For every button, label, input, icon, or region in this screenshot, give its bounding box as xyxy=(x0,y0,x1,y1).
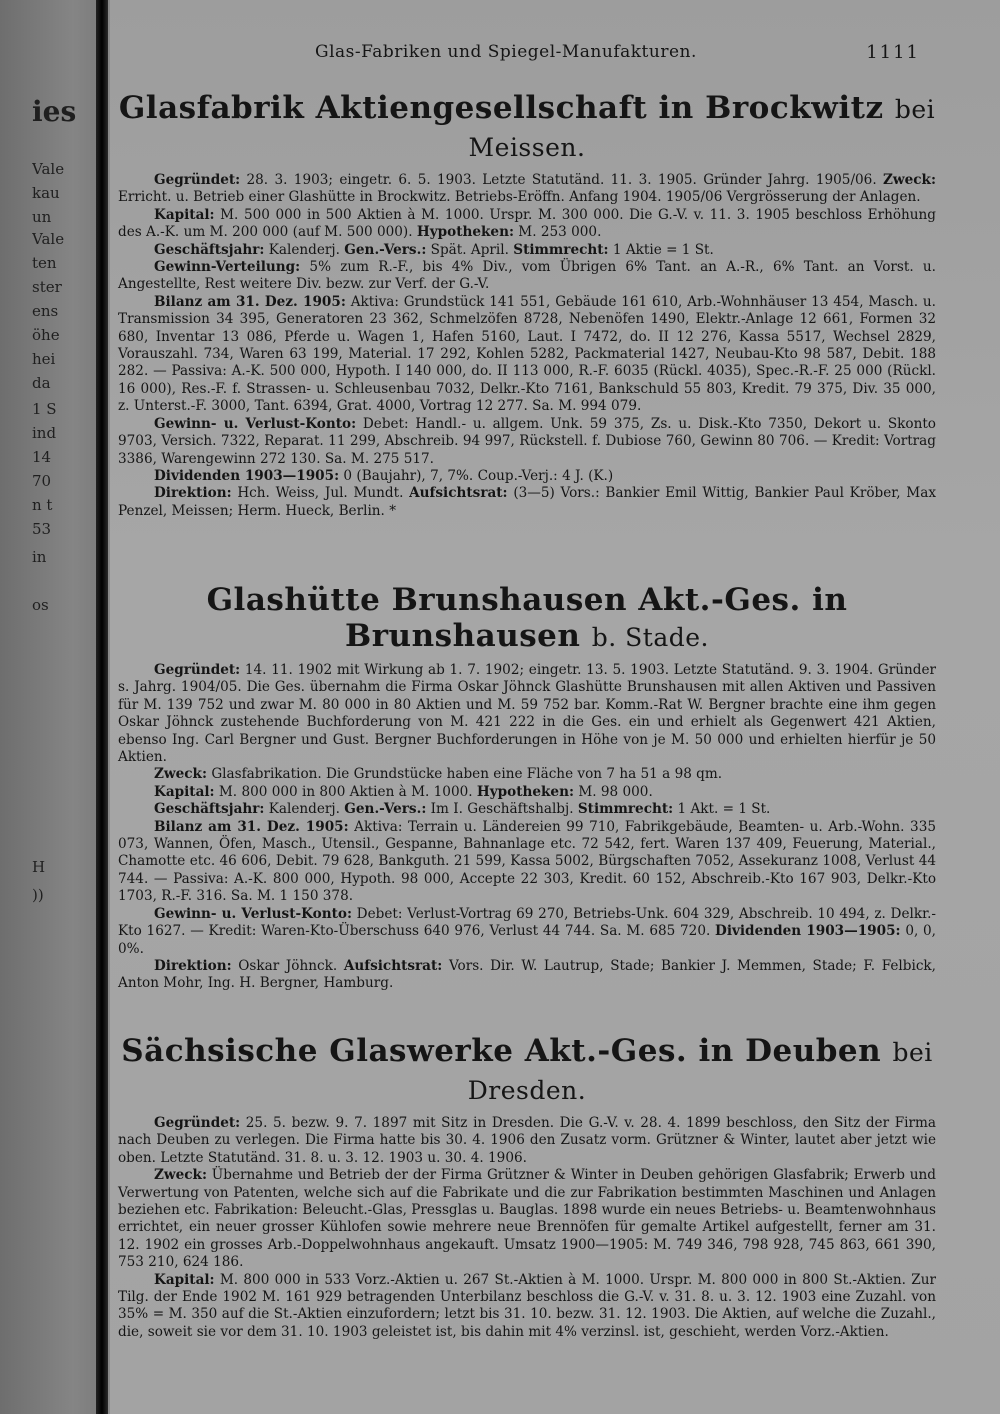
entry-paragraph xyxy=(118,259,936,294)
field-text: Spät. April. xyxy=(426,241,514,258)
field-label: Geschäftsjahr: xyxy=(154,241,265,258)
left-page-fragment: 1 S xyxy=(32,400,57,418)
running-head xyxy=(110,42,1000,72)
document-page xyxy=(110,0,1000,1414)
field-text: M. 800 000 in 800 Aktien à M. 1000. xyxy=(214,783,477,800)
entry-paragraph xyxy=(118,294,936,416)
company-heading xyxy=(118,582,936,656)
book-gutter xyxy=(96,0,108,1414)
field-label: Kapital: xyxy=(154,206,215,223)
field-label: Geschäftsjahr: xyxy=(154,801,265,818)
entry-paragraph xyxy=(118,207,936,242)
company-location: bei Meissen. xyxy=(468,95,936,162)
field-text: 25. 5. bezw. 9. 7. 1897 mit Sitz in Dresden. Die G.-V. v. 28. 4. 1899 beschloss, den Sitz der Firma nach Deuben zu verlegen. Die Firma hatte bis 30. 4. 1906 den Zusatz vorm. Grützner & Winter, lautet aber jetzt wie oben. Letzte Statutänd. 31. 8. u. 3. 12. 1903 u. 30. 4. 1906. xyxy=(118,1115,936,1166)
left-page-fragment: ster xyxy=(32,278,62,296)
field-text: Im I. Geschäftshalbj. xyxy=(426,801,578,818)
company-location: b. Stade. xyxy=(591,623,709,652)
field-label: Stimmrecht: xyxy=(513,241,609,258)
field-text: Aktiva: Terrain u. Ländereien 99 710, Fabrikgebäude, Beamten- u. Arb.-Wohn. 335 073, Wannen, Öfen, Masch., Utensil., Gespanne, Bahnanlage etc. 72 542, fert. Waren 137 409, Feuerung, Material., Chamotte etc. 46 606, Debit. 79 628, Bankguth. 21 599, Kassa 5002, Bürgschaften 7052, Assekuranz 1008, Verlust 44 744. — Passiva: A.-K. 800 000, Hypoth. 98 000, Accepte 22 303, Kredit. 60 152, Abschreib.-Kto 167 903, Delkr.-Kto 1703, R.-F. 316. Sa. M. 1 150 378. xyxy=(118,818,936,905)
entry-paragraph xyxy=(118,485,936,520)
field-label: Direktion: xyxy=(154,485,232,502)
field-label: Gen.-Vers.: xyxy=(344,241,427,258)
field-label: Gewinn- u. Verlust-Konto: xyxy=(154,415,357,432)
left-page-fragment: ens xyxy=(32,302,59,320)
field-text: Kalenderj. xyxy=(264,241,345,258)
left-page-fragment: )) xyxy=(32,886,44,904)
left-page-fragment: 14 xyxy=(32,448,52,466)
field-label: Gen.-Vers.: xyxy=(344,801,427,818)
left-page-fragment: ies xyxy=(32,95,77,128)
entry-paragraph xyxy=(118,958,936,993)
running-title: Glas-Fabriken und Spiegel-Manufakturen. xyxy=(315,42,697,62)
field-label: Stimmrecht: xyxy=(577,801,674,818)
company-name: Sächsische Glaswerke Akt.-Ges. in Deuben xyxy=(121,1033,882,1069)
field-text: Übernahme und Betrieb der der Firma Grützner & Winter in Deuben gehörigen Glasfabrik; Erwerb und Verwertung von Patenten, welche sich auf die Fabrikate und die zur Fabrikation bestimmten Maschinen und Anlagen beziehen etc. Fabrikation: Beleucht.-Glas, Pressglas u. Bauglas. 1898 wurde ein neues Betriebs- u. Beamtenwohnhaus errichtet, ein neuer grosser Kühlofen sowie mehrere neue Brennöfen für gemalte Artikel aufgestellt, ferner am 31. 12. 1902 ein grosses Arb.-Doppelwohnhaus angekauft. Umsatz 1900—1905: M. 749 346, 798 928, 745 863, 661 390, 753 210, 624 186. xyxy=(118,1167,936,1271)
field-text: M. 500 000 in 500 Aktien à M. 1000. Urspr. M. 300 000. Die G.-V. v. 11. 3. 1905 beschloss Erhöhung des A.-K. um M. 200 000 (auf M. 500 000). xyxy=(118,206,936,241)
company-location: bei Dresden. xyxy=(467,1038,933,1105)
field-text: 14. 11. 1902 mit Wirkung ab 1. 7. 1902; eingetr. 13. 5. 1903. Letzte Statutänd. 9. 3. 1904. Gründer s. Jahrg. 1904/05. Die Ges. übernahm die Firma Oskar Jöhnck Glashütte Brunshausen mit allen Aktiven und Passiven für M. 139 752 und zwar M. 80 000 in 80 Aktien und M. 59 752 bar. Komm.-Rat W. Bergner brachte eine ihm gegen Oskar Jöhnck zustehende Buchforderung von M. 421 222 in die Ges. ein und erhielt als Gegenwert 421 Aktien, ebenso Ing. Carl Bergner und Gust. Bergner Buchforderungen in Höhe von je M. 50 000 und erhielten hierfür je 50 Aktien. xyxy=(118,662,936,766)
field-text: Vors. Dir. W. Lautrup, Stade; Bankier J. Memmen, Stade; F. Felbick, Anton Mohr, Ing. H. Bergner, Hamburg. xyxy=(118,957,936,992)
field-label: Aufsichtsrat: xyxy=(343,957,443,974)
left-page-fragment: hei xyxy=(32,350,56,368)
field-label: Kapital: xyxy=(154,783,215,800)
field-text: 0, 0, 0%. xyxy=(118,923,937,957)
company-heading xyxy=(118,1033,936,1109)
left-page-fragment: 53 xyxy=(32,520,52,538)
entry-body xyxy=(118,1115,936,1341)
field-label: Gewinn- u. Verlust-Konto: xyxy=(154,905,352,922)
field-text: Oskar Jöhnck. xyxy=(231,957,344,974)
entry-paragraph xyxy=(118,662,936,766)
company-heading xyxy=(118,90,936,166)
field-label: Gewinn-Verteilung: xyxy=(154,259,301,276)
field-label: Gegründet: xyxy=(154,1115,241,1131)
field-text: 0 (Baujahr), 7, 7%. Coup.-Verj.: 4 J. (K.) xyxy=(339,467,614,484)
left-page-fragment: os xyxy=(32,596,49,614)
field-label: Zweck: xyxy=(883,172,936,188)
entry-paragraph xyxy=(118,1167,936,1271)
entry-paragraph xyxy=(118,242,936,259)
entry-paragraph xyxy=(118,172,936,207)
company-name: Glashütte Brunshausen Akt.-Ges. in Brunshausen xyxy=(206,582,848,654)
field-text: Debet: Handl.- u. allgem. Unk. 59 375, Zs. u. Disk.-Kto 7350, Dekort u. Skonto 9703, Versich. 7322, Reparat. 11 299, Abschreib. 94 997, Rückstell. f. Dubiose 760, Gewinn 80 706. — Kredit: Vortrag 3386, Warengewinn 272 130. Sa. M. 275 517. xyxy=(118,415,936,467)
left-page-fragment: Vale xyxy=(32,230,65,248)
left-page-fragment: 70 xyxy=(32,472,52,490)
field-text: 5% zum R.-F., bis 4% Div., vom Übrigen 6% Tant. an A.-R., 6% Tant. an Vorst. u. Angestellte, Rest weitere Div. bezw. zur Verf. der G.-V. xyxy=(118,259,936,293)
field-label: Hypotheken: xyxy=(416,224,514,241)
entry-paragraph xyxy=(118,801,936,818)
left-page-fragment: kau xyxy=(32,184,60,202)
field-text: 1 Akt. = 1 St. xyxy=(673,801,771,818)
left-page-fragment: n t xyxy=(32,496,53,514)
field-label: Hypotheken: xyxy=(476,783,574,800)
left-page-fragment: in xyxy=(32,548,47,566)
field-text: Glasfabrikation. Die Grundstücke haben eine Fläche von 7 ha 51 a 98 qm. xyxy=(207,766,723,783)
left-page-fragment: un xyxy=(32,208,52,226)
field-text: Erricht. u. Betrieb einer Glashütte in Brockwitz. Betriebs-Eröffn. Anfang 1904. 1905/06 Vergrösserung der Anlagen. xyxy=(118,189,921,206)
left-page-fragment: ind xyxy=(32,424,57,442)
field-label: Gegründet: xyxy=(154,662,241,678)
left-page-fragment: Vale xyxy=(32,160,65,178)
entry-body xyxy=(118,172,936,520)
company-entry-brunshausen xyxy=(118,582,936,993)
entry-paragraph xyxy=(118,906,936,958)
company-entry-deuben xyxy=(118,1033,936,1341)
field-text: 1 Aktie = 1 St. xyxy=(608,241,714,258)
field-label: Aufsichtsrat: xyxy=(409,485,508,502)
entry-paragraph xyxy=(118,1272,936,1342)
field-text: (3—5) Vors.: Bankier Emil Wittig, Bankier Paul Kröber, Max Penzel, Meissen; Herm. Hueck, Berlin. * xyxy=(118,485,936,519)
field-label: Bilanz am 31. Dez. 1905: xyxy=(154,818,349,835)
left-page-fragment: ten xyxy=(32,254,57,272)
left-page-fragment: öhe xyxy=(32,326,60,344)
field-label: Kapital: xyxy=(154,1271,215,1288)
field-text: M. 98 000. xyxy=(574,783,653,800)
field-text: Kalenderj. xyxy=(264,801,345,818)
company-name: Glasfabrik Aktiengesellschaft in Brockwitz xyxy=(118,90,884,126)
field-label: Dividenden 1903—1905: xyxy=(715,923,901,940)
field-text: Debet: Verlust-Vortrag 69 270, Betriebs-Unk. 604 329, Abschreib. 10 494, z. Delkr.-Kto 1627. — Kredit: Waren-Kto-Überschuss 640 976, Verlust 44 744. Sa. M. 685 720. xyxy=(118,905,936,940)
entry-paragraph xyxy=(118,468,936,485)
field-text: M. 253 000. xyxy=(513,224,602,241)
field-text: M. 800 000 in 533 Vorz.-Aktien u. 267 St.-Aktien à M. 1000. Urspr. M. 800 000 in 800 St.-Aktien. Zur Tilg. der Ende 1902 M. 161 929 betragenden Unterbilanz beschloss die G.-V. v. 31. 8. u. 3. 12. 1903 eine Zuzahl. von 35% = M. 350 auf die St.-Aktien einzufordern; letzt bis 31. 10. bezw. 31. 12. 1903. Die Aktien, auf welche die Zuzahl., die, soweit sie vor dem 31. 10. 1903 geleistet ist, bis dahin mit 4% verzinsl. ist, geschieht, werden Vorz.-Aktien. xyxy=(118,1271,936,1340)
field-label: Zweck: xyxy=(154,766,207,783)
left-page-fragment: da xyxy=(32,374,51,392)
field-label: Direktion: xyxy=(154,957,232,974)
company-entry-brockwitz xyxy=(118,90,936,520)
entry-body xyxy=(118,662,936,993)
field-label: Gegründet: xyxy=(154,172,241,188)
entry-paragraph xyxy=(118,1115,936,1167)
left-page-fragment: H xyxy=(32,858,46,876)
field-text: Hch. Weiss, Jul. Mundt. xyxy=(231,485,410,502)
field-text: Aktiva: Grundstück 141 551, Gebäude 161 610, Arb.-Wohnhäuser 13 454, Masch. u. Transmission 34 395, Generatoren 23 362, Schmelzöfen 8728, Nebenöfen 1490, Elektr.-Anlage 12 661, Formen 32 680, Inventar 13 086, Pferde u. Wagen 1, Hafen 5160, Laut. I 7472, do. II 12 276, Kassa 5517, Wechsel 2829, Vorauszahl. 734, Waren 63 199, Material. 17 292, Kohlen 5282, Packmaterial 1427, Neubau-Kto 98 587, Debit. 188 282. — Passiva: A.-K. 500 000, Hypoth. I 140 000, do. II 113 000, R.-F. 6035 (Rückl. 4035), Spec.-R.-F. 25 000 (Rückl. 16 000), Res.-F. f. Strassen- u. Schleusenbau 7032, Delkr.-Kto 7161, Bankschuld 55 803, Kredit. 79 375, Div. 35 000, z. Unterst.-F. 3000, Tant. 6394, Grat. 4000, Vortrag 12 277. Sa. M. 994 079. xyxy=(118,293,936,415)
entry-paragraph xyxy=(118,784,936,801)
entry-paragraph xyxy=(118,416,936,468)
field-text: 28. 3. 1903; eingetr. 6. 5. 1903. Letzte Statutänd. 11. 3. 1905. Gründer Jahrg. 1905/06. xyxy=(240,172,883,188)
entry-paragraph xyxy=(118,766,936,783)
page-number: 1111 xyxy=(866,42,920,63)
field-label: Dividenden 1903—1905: xyxy=(154,467,340,484)
field-label: Bilanz am 31. Dez. 1905: xyxy=(154,293,346,310)
field-label: Zweck: xyxy=(154,1167,207,1184)
entry-paragraph xyxy=(118,819,936,906)
